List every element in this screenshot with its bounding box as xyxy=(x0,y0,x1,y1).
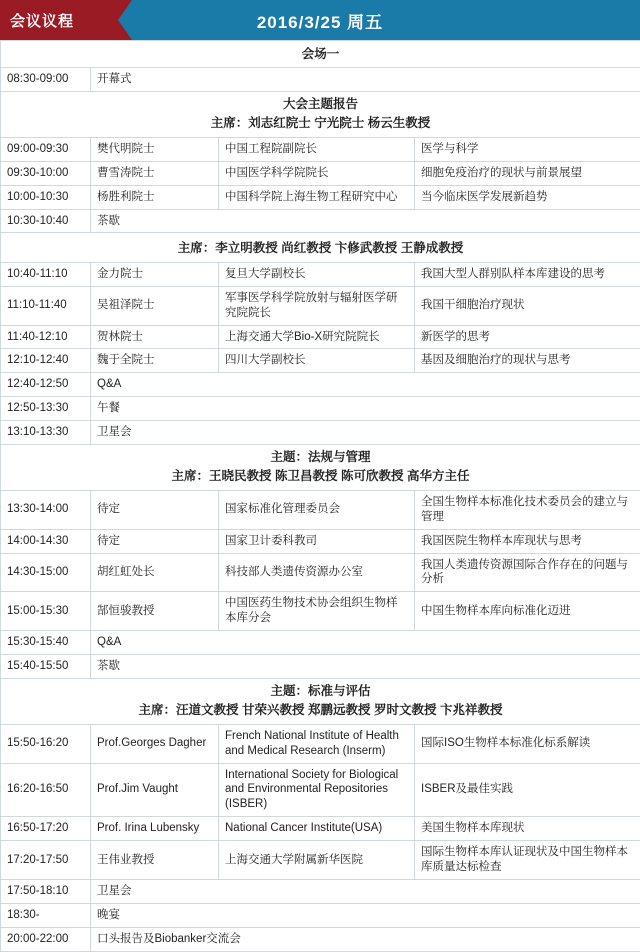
section-header-cell xyxy=(1,679,640,725)
talk-topic: ISBER及最佳实践 xyxy=(415,763,640,817)
agenda-time: 17:20-17:50 xyxy=(1,841,91,880)
section-header-cell xyxy=(1,92,640,138)
agenda-time: 15:00-15:30 xyxy=(1,592,91,631)
agenda-item-text: 午餐 xyxy=(91,397,640,421)
agenda-item-text: Q&A xyxy=(91,373,640,397)
agenda-time: 08:30-09:00 xyxy=(1,68,91,92)
agenda-row xyxy=(1,209,640,233)
talk-topic: 我国大型人群别队样本库建设的思考 xyxy=(415,262,640,286)
talk-topic: 中国生物样本库向标准化迈进 xyxy=(415,592,640,631)
agenda-table xyxy=(0,40,640,952)
speaker-name: 胡红虹处长 xyxy=(91,553,219,592)
speaker-name: Prof.Georges Dagher xyxy=(91,724,219,763)
agenda-body xyxy=(1,41,640,952)
venue-label: 会场一 xyxy=(1,41,640,68)
agenda-row xyxy=(1,763,640,817)
talk-topic: 全国生物样本标准化技术委员会的建立与管理 xyxy=(415,490,640,529)
agenda-time: 11:40-12:10 xyxy=(1,325,91,349)
agenda-time: 10:30-10:40 xyxy=(1,209,91,233)
agenda-time: 13:10-13:30 xyxy=(1,421,91,445)
section-title: 大会主题报告 xyxy=(5,96,636,112)
page-header xyxy=(0,0,640,40)
agenda-item-text: 茶歇 xyxy=(91,209,640,233)
speaker-name: 樊代明院士 xyxy=(91,137,219,161)
section-header-row xyxy=(1,233,640,262)
agenda-time: 11:10-11:40 xyxy=(1,286,91,325)
agenda-item-text: Q&A xyxy=(91,631,640,655)
agenda-time: 17:50-18:10 xyxy=(1,880,91,904)
speaker-affiliation: 中国科学院上海生物工程研究中心 xyxy=(219,185,415,209)
agenda-time: 14:00-14:30 xyxy=(1,529,91,553)
speaker-affiliation: French National Institute of Health and Medical Research (Inserm) xyxy=(219,724,415,763)
section-header-cell xyxy=(1,445,640,491)
talk-topic: 我国人类遗传资源国际合作存在的问题与分析 xyxy=(415,553,640,592)
speaker-name: Prof. Irina Lubensky xyxy=(91,817,219,841)
section-chairs: 主席：王晓民教授 陈卫昌教授 陈可欣教授 高华方主任 xyxy=(5,468,636,484)
agenda-item-text: 卫星会 xyxy=(91,421,640,445)
talk-topic: 新医学的思考 xyxy=(415,325,640,349)
agenda-row xyxy=(1,592,640,631)
agenda-row xyxy=(1,904,640,928)
talk-topic: 我国医院生物样本库现状与思考 xyxy=(415,529,640,553)
speaker-affiliation: 国家卫计委科教司 xyxy=(219,529,415,553)
agenda-row xyxy=(1,262,640,286)
agenda-time: 15:30-15:40 xyxy=(1,631,91,655)
agenda-time: 13:30-14:00 xyxy=(1,490,91,529)
ribbon-label: 会议议程 xyxy=(0,0,118,40)
agenda-time: 10:00-10:30 xyxy=(1,185,91,209)
section-title: 主题：法规与管理 xyxy=(5,449,636,465)
agenda-row xyxy=(1,817,640,841)
agenda-row xyxy=(1,553,640,592)
agenda-row xyxy=(1,185,640,209)
agenda-item-text: 晚宴 xyxy=(91,904,640,928)
speaker-affiliation: National Cancer Institute(USA) xyxy=(219,817,415,841)
speaker-name: 金力院士 xyxy=(91,262,219,286)
speaker-name: 王伟业教授 xyxy=(91,841,219,880)
section-title: 主题：标准与评估 xyxy=(5,683,636,699)
agenda-time: 10:40-11:10 xyxy=(1,262,91,286)
section-header-row xyxy=(1,92,640,138)
speaker-name: Prof.Jim Vaught xyxy=(91,763,219,817)
venue-row xyxy=(1,41,640,68)
section-chairs: 主席：汪道文教授 甘荣兴教授 郑鹏远教授 罗时文教授 卞兆祥教授 xyxy=(5,702,636,718)
agenda-item-text: 开幕式 xyxy=(91,68,640,92)
speaker-affiliation: 中国医学科学院院长 xyxy=(219,161,415,185)
speaker-affiliation: 上海交通大学附属新华医院 xyxy=(219,841,415,880)
agenda-time: 14:30-15:00 xyxy=(1,553,91,592)
agenda-item-text: 茶歇 xyxy=(91,655,640,679)
agenda-row xyxy=(1,421,640,445)
agenda-row xyxy=(1,397,640,421)
section-header-cell xyxy=(1,233,640,262)
agenda-row xyxy=(1,325,640,349)
page-title: 2016/3/25 周五 xyxy=(257,8,383,33)
talk-topic: 国际生物样本库认证现状及中国生物样本库质量达标检查 xyxy=(415,841,640,880)
speaker-name: 杨胜利院士 xyxy=(91,185,219,209)
speaker-name: 贺林院士 xyxy=(91,325,219,349)
speaker-affiliation: 复旦大学副校长 xyxy=(219,262,415,286)
speaker-name: 曹雪涛院士 xyxy=(91,161,219,185)
agenda-row xyxy=(1,529,640,553)
speaker-name: 郜恒骏教授 xyxy=(91,592,219,631)
speaker-affiliation: 中国工程院副院长 xyxy=(219,137,415,161)
agenda-time: 18:30- xyxy=(1,904,91,928)
speaker-name: 待定 xyxy=(91,490,219,529)
agenda-time: 16:20-16:50 xyxy=(1,763,91,817)
talk-topic: 细胞免疫治疗的现状与前景展望 xyxy=(415,161,640,185)
agenda-time: 15:50-16:20 xyxy=(1,724,91,763)
agenda-row xyxy=(1,68,640,92)
talk-topic: 美国生物样本库现状 xyxy=(415,817,640,841)
agenda-row xyxy=(1,373,640,397)
agenda-time: 12:50-13:30 xyxy=(1,397,91,421)
speaker-name: 魏于全院士 xyxy=(91,349,219,373)
speaker-affiliation: 中国医药生物技术协会组织生物样本库分会 xyxy=(219,592,415,631)
agenda-row xyxy=(1,724,640,763)
section-chairs: 主席：刘志红院士 宁光院士 杨云生教授 xyxy=(5,115,636,131)
speaker-name: 吴祖泽院士 xyxy=(91,286,219,325)
agenda-item-text: 口头报告及Biobanker交流会 xyxy=(91,928,640,952)
agenda-row xyxy=(1,631,640,655)
agenda-row xyxy=(1,137,640,161)
talk-topic: 国际ISO生物样本标准化标系解读 xyxy=(415,724,640,763)
agenda-row xyxy=(1,928,640,952)
section-header-row xyxy=(1,445,640,491)
speaker-name: 待定 xyxy=(91,529,219,553)
agenda-time: 15:40-15:50 xyxy=(1,655,91,679)
talk-topic: 我国干细胞治疗现状 xyxy=(415,286,640,325)
agenda-time: 16:50-17:20 xyxy=(1,817,91,841)
agenda-row xyxy=(1,880,640,904)
speaker-affiliation: 军事医学科学院放射与辐射医学研究院院长 xyxy=(219,286,415,325)
agenda-row xyxy=(1,655,640,679)
talk-topic: 医学与科学 xyxy=(415,137,640,161)
section-header-row xyxy=(1,679,640,725)
section-chairs: 主席：李立明教授 尚红教授 卞修武教授 王静成教授 xyxy=(5,240,636,256)
agenda-time: 09:30-10:00 xyxy=(1,161,91,185)
agenda-row xyxy=(1,841,640,880)
agenda-time: 12:10-12:40 xyxy=(1,349,91,373)
agenda-time: 09:00-09:30 xyxy=(1,137,91,161)
speaker-affiliation: 四川大学副校长 xyxy=(219,349,415,373)
talk-topic: 当今临床医学发展新趋势 xyxy=(415,185,640,209)
speaker-affiliation: 国家标准化管理委员会 xyxy=(219,490,415,529)
speaker-affiliation: International Society for Biological and Environmental Repositories (ISBER) xyxy=(219,763,415,817)
talk-topic: 基因及细胞治疗的现状与思考 xyxy=(415,349,640,373)
agenda-row xyxy=(1,349,640,373)
agenda-time: 20:00-22:00 xyxy=(1,928,91,952)
agenda-row xyxy=(1,286,640,325)
agenda-row xyxy=(1,161,640,185)
speaker-affiliation: 上海交通大学Bio-X研究院院长 xyxy=(219,325,415,349)
agenda-row xyxy=(1,490,640,529)
agenda-item-text: 卫星会 xyxy=(91,880,640,904)
speaker-affiliation: 科技部人类遗传资源办公室 xyxy=(219,553,415,592)
agenda-time: 12:40-12:50 xyxy=(1,373,91,397)
